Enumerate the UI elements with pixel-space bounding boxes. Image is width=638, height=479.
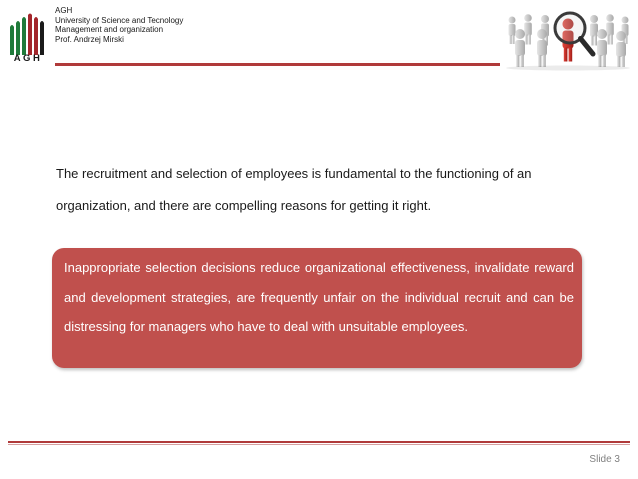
header-line-institution: AGH — [55, 6, 73, 15]
footer-divider — [8, 441, 630, 443]
slide-number: Slide 3 — [589, 454, 620, 465]
header-divider — [55, 63, 500, 66]
logo-text: AGH — [13, 53, 43, 64]
header-line-author: Prof. Andrzej Mirski — [55, 34, 124, 44]
footer-divider-shadow — [8, 444, 630, 445]
header-line-university: University of Science and Tecnology — [55, 15, 184, 25]
intro-paragraph: The recruitment and selection of employees is fundamental to the functioning of an organization, and there are compelling reasons for getting it right. — [56, 166, 532, 213]
callout-text: Inappropriate selection decisions reduce organizational effectiveness, invalidate reward and development strategies, are frequently unfair on the individual recruit and can be distressing for managers who have to deal with unsuitable employees. — [64, 260, 574, 334]
header-info — [55, 6, 183, 44]
header-line-course: Management and organization — [55, 25, 164, 34]
callout-box — [52, 248, 582, 368]
people-magnifier-icon — [498, 4, 634, 72]
